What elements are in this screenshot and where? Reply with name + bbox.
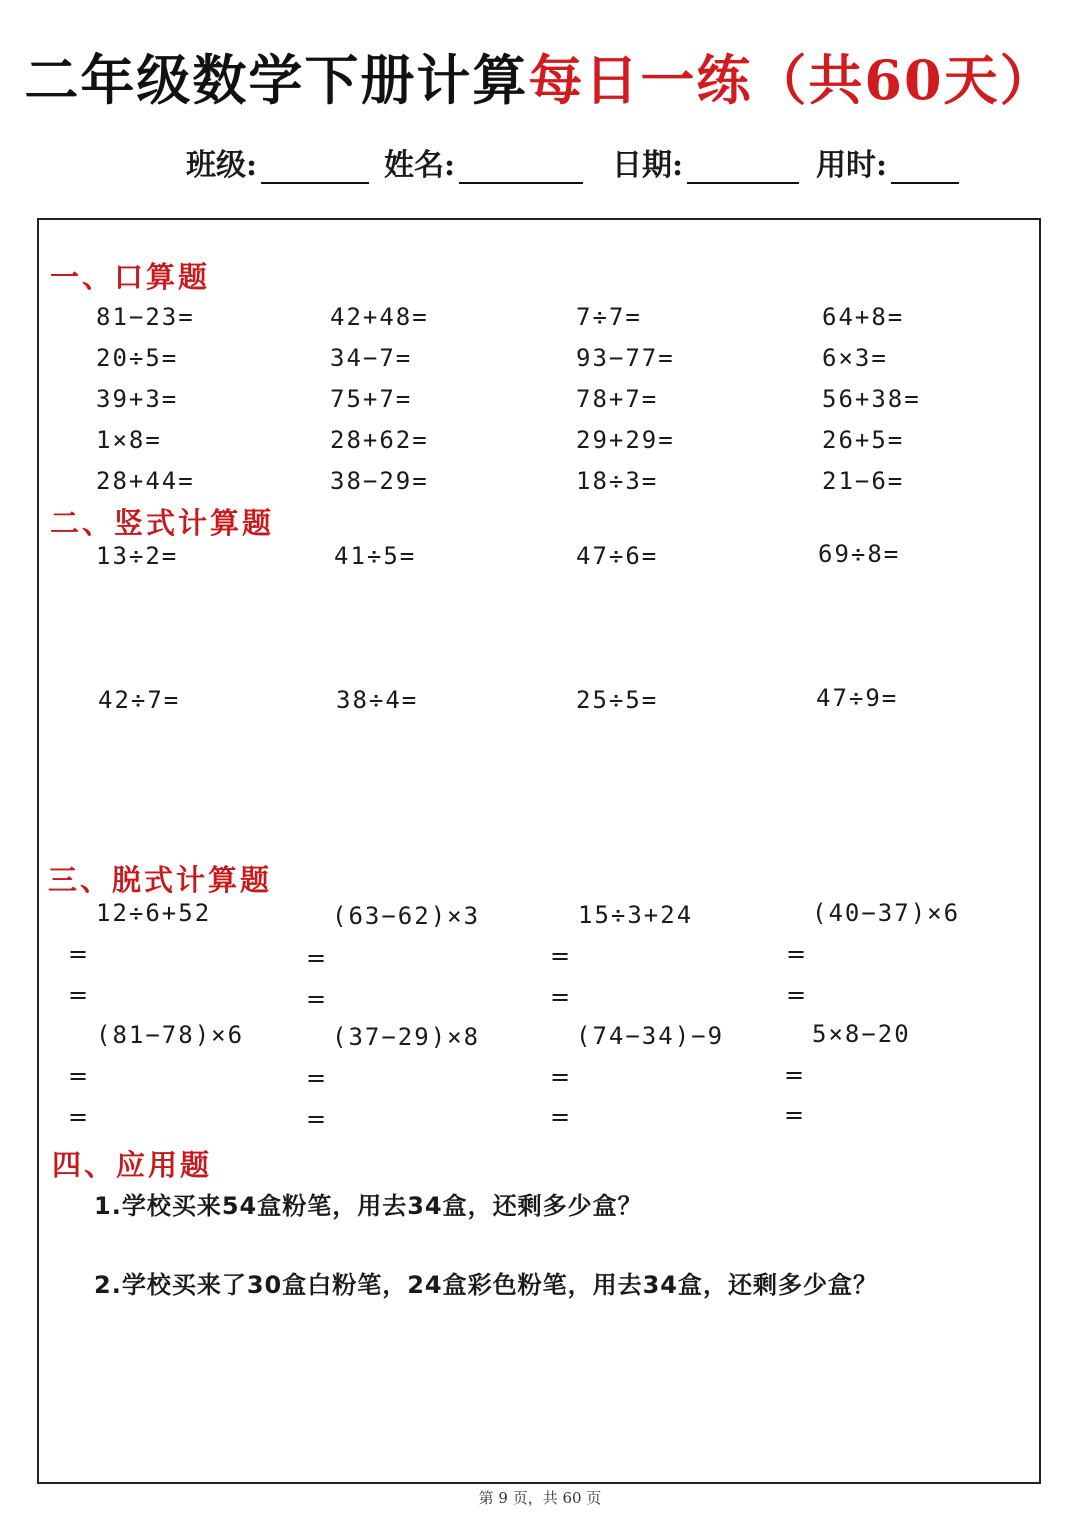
vertical-problem: 41÷5= — [334, 542, 417, 570]
section-stepwise-title: 三、脱式计算题 — [48, 863, 273, 897]
title-highlight: 每日一练（共60天） — [528, 48, 1056, 112]
oral-problem: 93−77= — [576, 344, 675, 372]
equals-sign: = — [550, 1103, 571, 1131]
oral-problem: 28+44= — [96, 467, 195, 495]
stepwise-problem: 15÷3+24 — [578, 901, 694, 929]
page-title — [0, 38, 1080, 115]
oral-problem: 39+3= — [96, 385, 179, 413]
stepwise-problem: 5×8−20 — [812, 1020, 911, 1048]
stepwise-problem: (63−62)×3 — [332, 902, 481, 930]
equals-sign: = — [306, 1064, 327, 1092]
date-blank[interactable] — [687, 152, 799, 184]
equals-sign: = — [68, 940, 89, 968]
equals-sign: = — [306, 985, 327, 1013]
oral-problem: 81−23= — [96, 303, 195, 331]
stepwise-problem: (74−34)−9 — [576, 1022, 725, 1050]
name-field — [384, 140, 583, 184]
vertical-problem: 25÷5= — [576, 686, 659, 714]
oral-problem: 20÷5= — [96, 344, 179, 372]
equals-sign: = — [68, 981, 89, 1009]
equals-sign: = — [306, 1105, 327, 1133]
oral-problem: 42+48= — [330, 303, 429, 331]
oral-problem: 38−29= — [330, 467, 429, 495]
oral-problem: 64+8= — [822, 303, 905, 331]
stepwise-problem: (81−78)×6 — [96, 1021, 245, 1049]
word-problem: 2.学校买来了30盒白粉笔，24盒彩色粉笔，用去34盒，还剩多少盒？ — [94, 1271, 879, 1299]
oral-problem: 34−7= — [330, 344, 413, 372]
oral-problem: 6×3= — [822, 344, 888, 372]
class-blank[interactable] — [261, 152, 369, 184]
equals-sign: = — [550, 942, 571, 970]
equals-sign: = — [784, 1061, 805, 1089]
date-label: 日期: — [612, 148, 684, 183]
oral-problem: 26+5= — [822, 426, 905, 454]
name-blank[interactable] — [459, 152, 583, 184]
oral-problem: 21−6= — [822, 467, 905, 495]
equals-sign: = — [68, 1062, 89, 1090]
oral-problem: 29+29= — [576, 426, 675, 454]
class-field — [186, 140, 369, 184]
time-label: 用时: — [816, 148, 888, 183]
oral-problem: 78+7= — [576, 385, 659, 413]
equals-sign: = — [550, 983, 571, 1011]
class-label: 班级: — [186, 148, 258, 183]
oral-problem: 75+7= — [330, 385, 413, 413]
section-oral-title: 一、口算题 — [50, 260, 211, 294]
vertical-problem: 13÷2= — [96, 542, 179, 570]
date-field — [612, 140, 799, 184]
equals-sign: = — [786, 981, 807, 1009]
stepwise-problem: (40−37)×6 — [812, 899, 961, 927]
stepwise-problem: 12÷6+52 — [96, 899, 212, 927]
vertical-problem: 47÷6= — [576, 542, 659, 570]
vertical-problem: 69÷8= — [818, 540, 901, 568]
name-label: 姓名: — [384, 148, 456, 183]
oral-problem: 7÷7= — [576, 303, 642, 331]
equals-sign: = — [68, 1103, 89, 1131]
stepwise-problem: (37−29)×8 — [332, 1023, 481, 1051]
oral-problem: 56+38= — [822, 385, 921, 413]
section-vertical-title: 二、竖式计算题 — [50, 506, 275, 540]
word-problem: 1.学校买来54盒粉笔，用去34盒，还剩多少盒？ — [94, 1192, 643, 1220]
equals-sign: = — [306, 944, 327, 972]
time-blank[interactable] — [891, 152, 959, 184]
equals-sign: = — [784, 1101, 805, 1129]
title-main: 二年级数学下册计算 — [24, 48, 529, 112]
oral-problem: 18÷3= — [576, 467, 659, 495]
time-field — [816, 140, 959, 184]
oral-problem: 1×8= — [96, 426, 162, 454]
vertical-problem: 38÷4= — [336, 686, 419, 714]
oral-problem: 28+62= — [330, 426, 429, 454]
equals-sign: = — [786, 940, 807, 968]
equals-sign: = — [550, 1063, 571, 1091]
section-word-problems-title: 四、应用题 — [52, 1148, 213, 1182]
vertical-problem: 42÷7= — [98, 686, 181, 714]
page-footer: 第 9 页，共 60 页 — [478, 1489, 602, 1507]
vertical-problem: 47÷9= — [816, 684, 899, 712]
